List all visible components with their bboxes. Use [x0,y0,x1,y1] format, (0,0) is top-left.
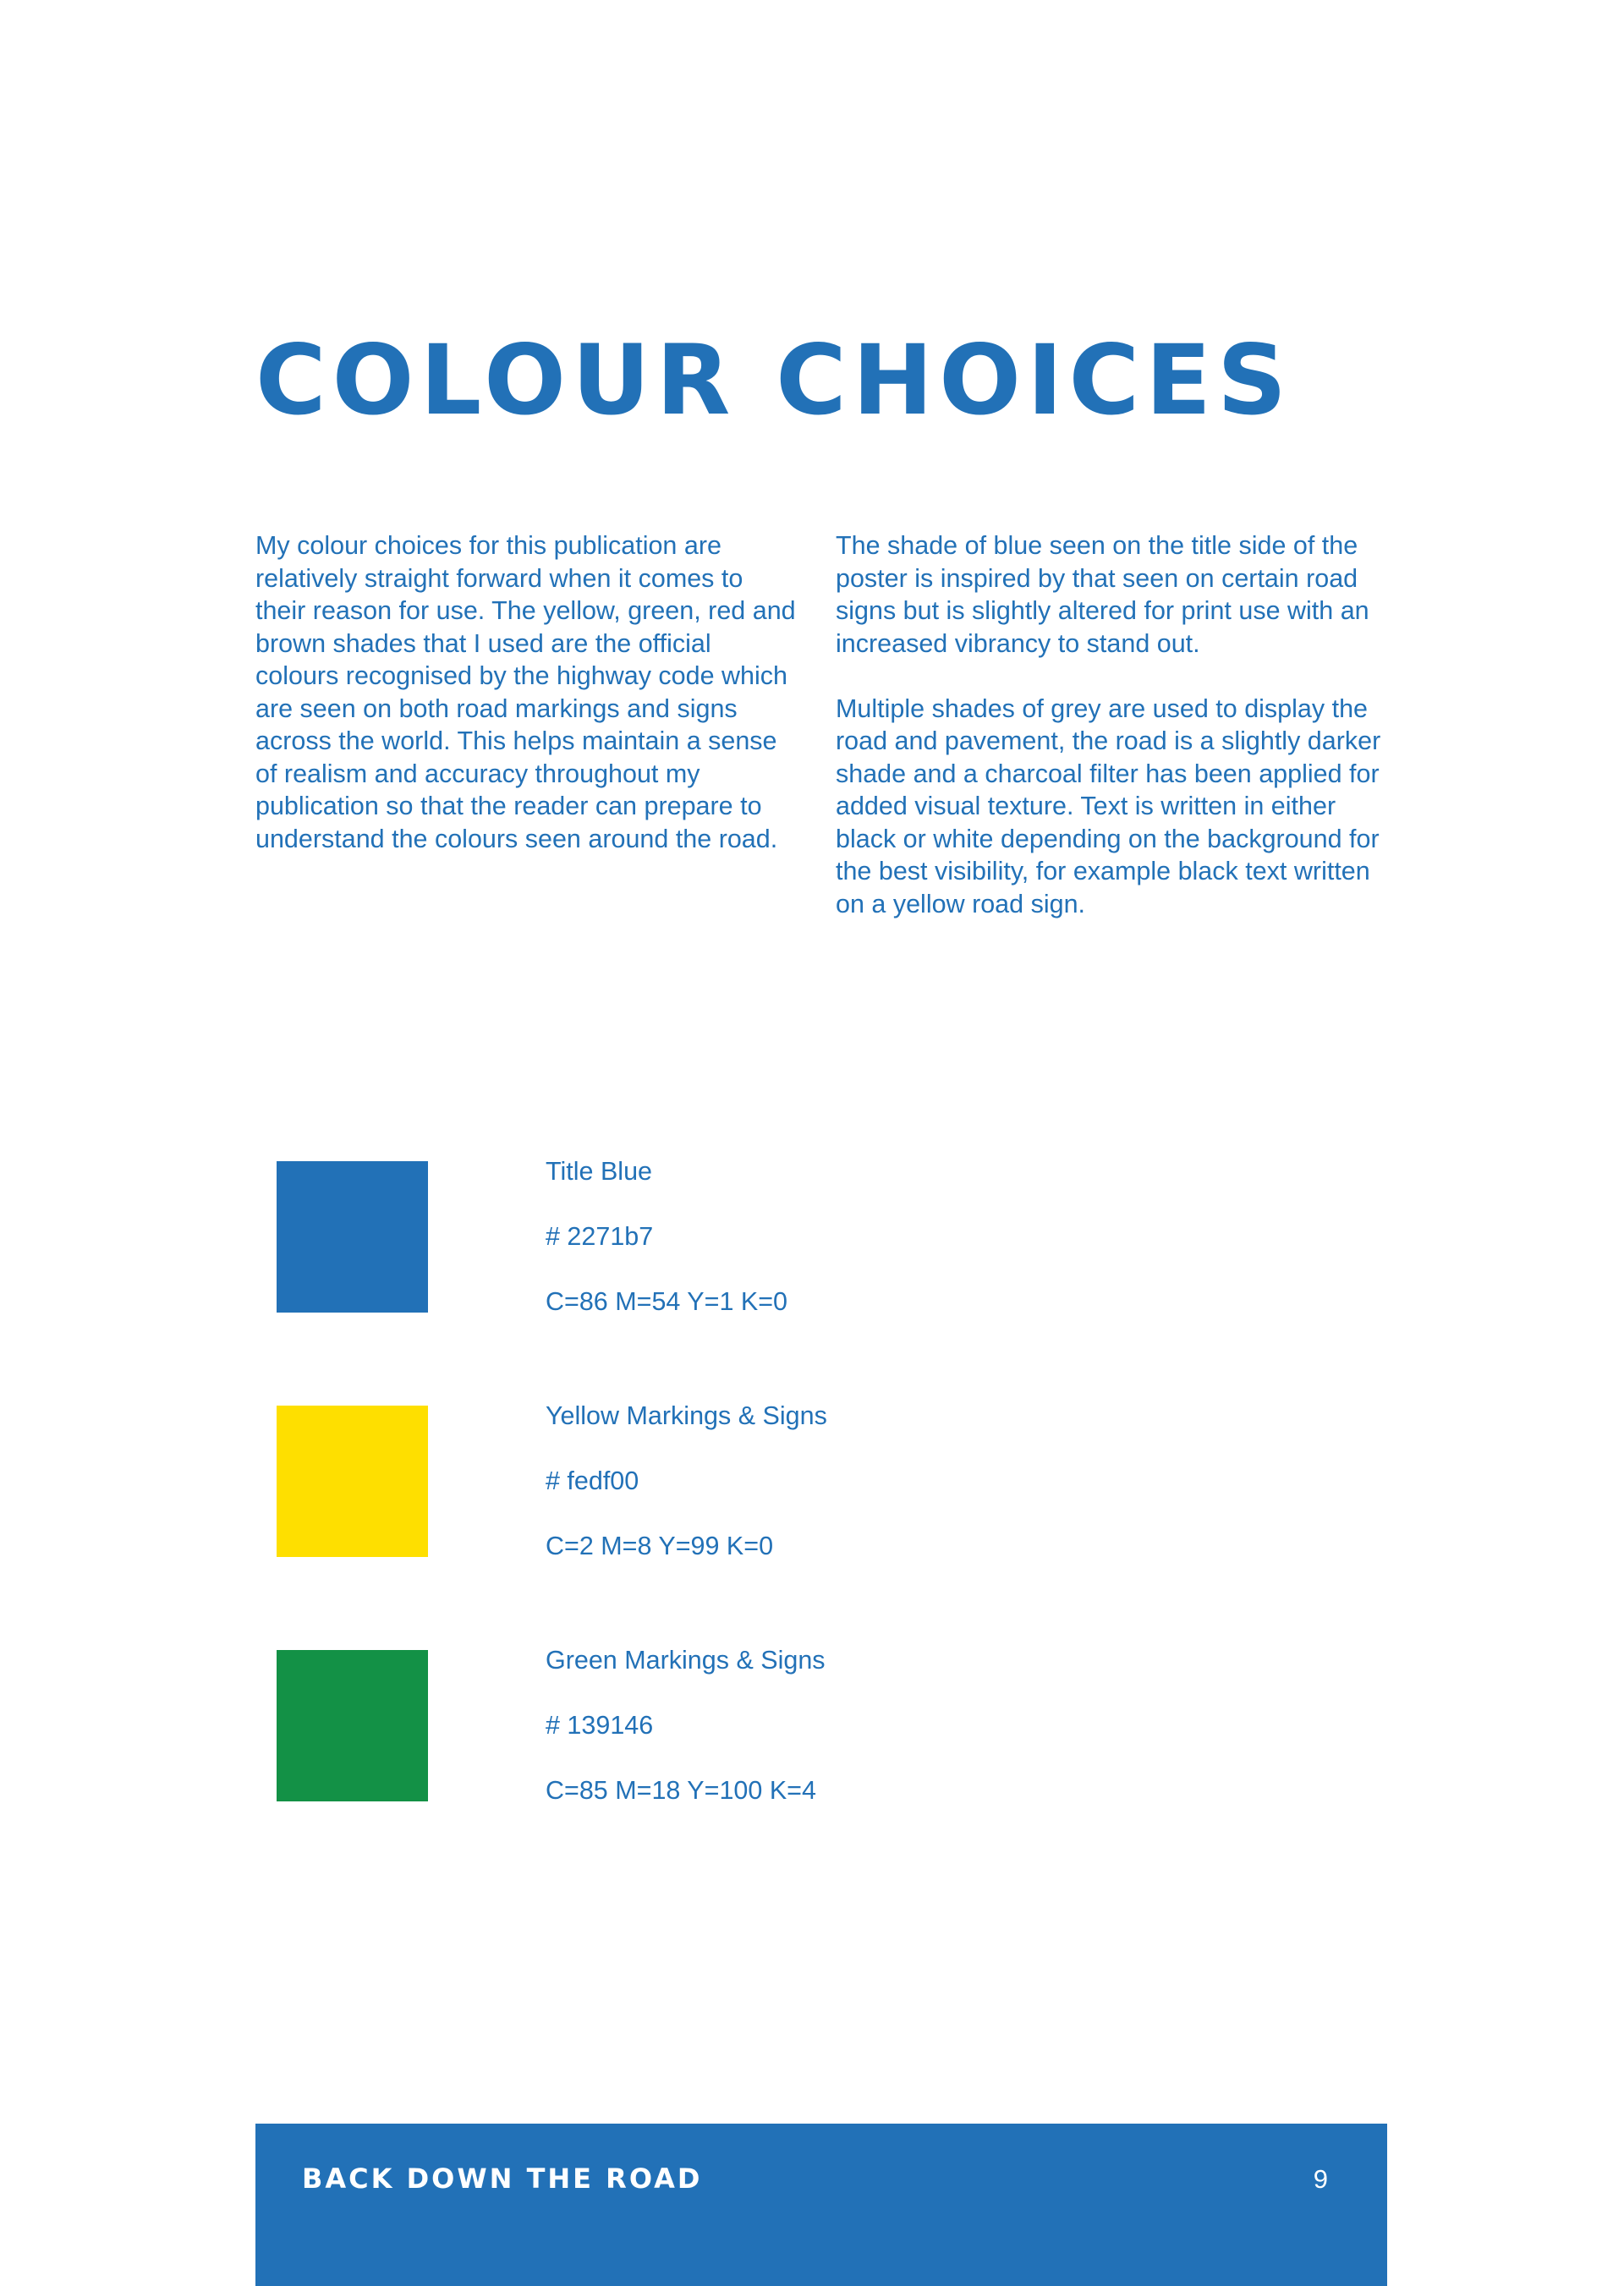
swatch-hex: # 2271b7 [546,1222,654,1251]
intro-column-left [255,529,797,888]
swatch-info-title-blue [546,1155,787,1351]
intro-left-paragraph: My colour choices for this publication are relatively straight forward when it comes to their reason for use. The yellow, green, red and brown shades that I used are the official colours recognised by the highway code which are seen on both road markings and signs across the world. This helps maintain a sense of realism and accuracy throughout my publication so that the reader can prepare to understand the colours seen around the road. [255,531,796,853]
swatch-name: Yellow Markings & Signs [546,1401,827,1430]
swatch-info-green [546,1644,826,1839]
swatch-cmyk: C=86 M=54 Y=1 K=0 [546,1287,788,1316]
swatch-hex: # 139146 [546,1711,654,1740]
swatch-cmyk: C=2 M=8 Y=99 K=0 [546,1532,774,1560]
intro-right-paragraph: The shade of blue seen on the title side of the poster is inspired by that seen on certain road signs but is slightly altered for print use with an increased vibrancy to stand out. [836,531,1369,658]
page-title: COLOUR CHOICES [255,324,1293,436]
swatch-yellow [277,1406,428,1557]
swatch-name: Green Markings & Signs [546,1646,826,1675]
intro-column-right [836,529,1394,953]
page-number: 9 [1313,2164,1328,2194]
swatch-green [277,1650,428,1801]
swatch-cmyk: C=85 M=18 Y=100 K=4 [546,1776,816,1805]
swatch-hex: # fedf00 [546,1466,639,1495]
swatch-name: Title Blue [546,1157,653,1186]
footer-title: BACK DOWN THE ROAD [302,2163,703,2195]
swatch-info-yellow [546,1400,827,1595]
swatch-title-blue [277,1161,428,1313]
footer-bar [255,2124,1387,2286]
intro-right-paragraph: Multiple shades of grey are used to display the road and pavement, the road is a slightly darker shade and a charcoal filter has been applied for added visual texture. Text is written in either black or white depending on the background for the best visibility, for example black text written on a yellow road sign. [836,693,1381,918]
